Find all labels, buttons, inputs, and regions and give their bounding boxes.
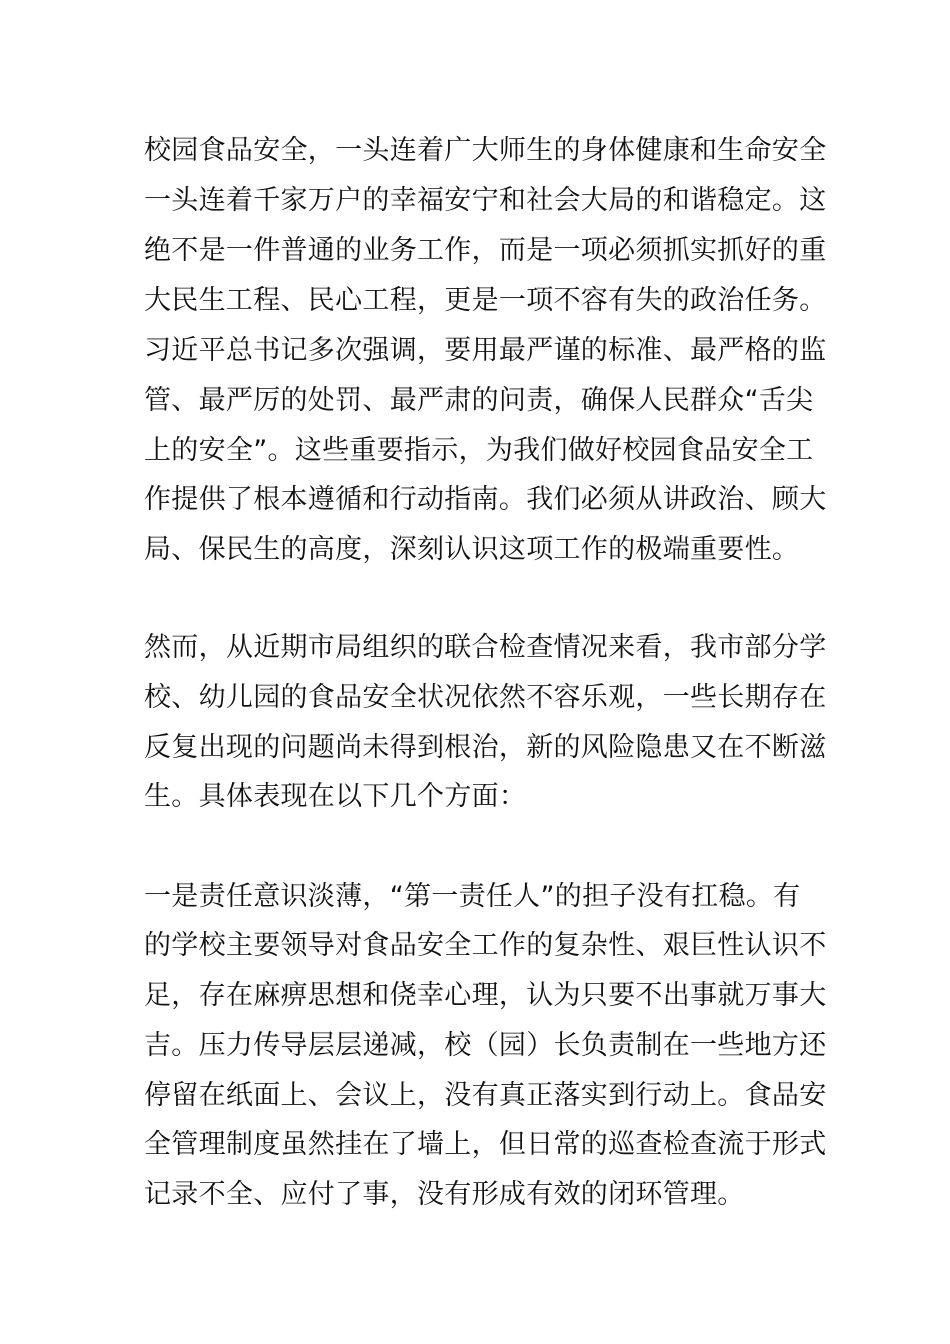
text-line: 停留在纸面上、会议上，没有真正落实到行动上。食品安 (144, 1080, 827, 1111)
text-line: 一头连着千家万户的幸福安宁和社会大局的和谐稳定。这 (144, 185, 827, 216)
text-line: 吉。压力传导层层递减，校（园）长负责制在一些地方还 (144, 1030, 827, 1061)
text-line: 大民生工程、民心工程，更是一项不容有失的政治任务。 (144, 285, 827, 316)
text-line: 校、幼儿园的食品安全状况依然不容乐观，一些长期存在 (144, 682, 827, 713)
text-line: 上的安全”。这些重要指示，为我们做好校园食品安全工 (144, 435, 814, 466)
text-line: 记录不全、应付了事，没有形成有效的闭环管理。 (144, 1179, 745, 1210)
text-line: 校园食品安全，一头连着广大师生的身体健康和生命安全 (144, 135, 827, 166)
text-line: 的学校主要领导对食品安全工作的复杂性、艰巨性认识不 (144, 930, 827, 961)
text-line: 一是责任意识淡薄，“第一责任人”的担子没有扛稳。有 (144, 881, 801, 912)
text-line: 足，存在麻痹思想和侥幸心理，认为只要不出事就万事大 (144, 980, 827, 1011)
text-line: 作提供了根本遵循和行动指南。我们必须从讲政治、顾大 (144, 484, 827, 515)
text-line: 绝不是一件普通的业务工作，而是一项必须抓实抓好的重 (144, 235, 827, 266)
text-line: 然而，从近期市局组织的联合检查情况来看，我市部分学 (144, 632, 827, 663)
text-line: 生。具体表现在以下几个方面： (144, 781, 527, 812)
text-line: 管、最严厉的处罚、最严肃的问责，确保人民群众“舌尖 (144, 385, 814, 416)
text-line: 习近平总书记多次强调，要用最严谨的标准、最严格的监 (144, 335, 827, 366)
text-line: 全管理制度虽然挂在了墙上，但日常的巡查检查流于形式 (144, 1129, 827, 1160)
text-line: 反复出现的问题尚未得到根治，新的风险隐患又在不断滋 (144, 732, 827, 763)
text-line: 局、保民生的高度，深刻认识这项工作的极端重要性。 (144, 534, 800, 565)
